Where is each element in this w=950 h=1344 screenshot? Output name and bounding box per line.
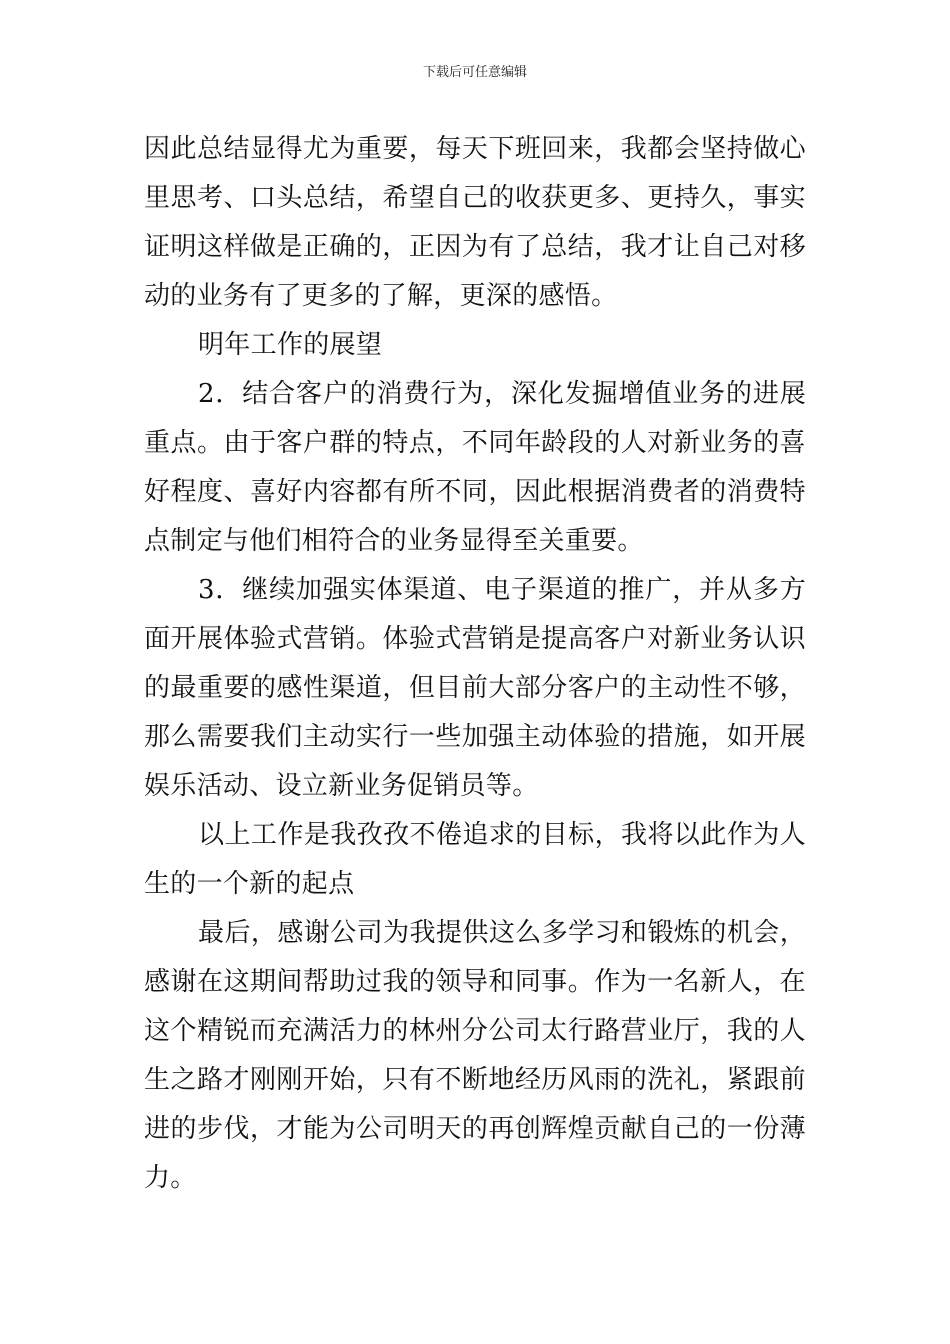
page-header: 下载后可任意编辑 — [422, 65, 527, 80]
document-body — [144, 125, 806, 1203]
paragraph-item-3: 3．继续加强实体渠道、电子渠道的推广，并从多方面开展体验式营销。体验式营销是提高客户对新业务认识的最重要的感性渠道，但目前大部分客户的主动性不够，那么需要我们主动实行一些加强主动体验的措施，如开展娱乐活动、设立新业务促销员等。 — [144, 575, 806, 801]
paragraph-summary-continuation: 因此总结显得尤为重要，每天下班回来，我都会坚持做心里思考、口头总结，希望自己的收获更多、更持久，事实证明这样做是正确的，正因为有了总结，我才让自己对移动的业务有了更多的了解，更深的感悟。 — [144, 134, 806, 311]
paragraph-item-2: 2．结合客户的消费行为，深化发掘增值业务的进展重点。由于客户群的特点，不同年龄段的人对新业务的喜好程度、喜好内容都有所不同，因此根据消费者的消费特点制定与他们相符合的业务显得至关重要。 — [144, 379, 806, 556]
paragraph-goal: 以上工作是我孜孜不倦追求的目标，我将以此作为人生的一个新的起点 — [144, 820, 806, 899]
paragraph-thanks: 最后，感谢公司为我提供这么多学习和锻炼的机会，感谢在这期间帮助过我的领导和同事。作为一名新人，在这个精锐而充满活力的林州分公司太行路营业厅，我的人生之路才刚刚开始，只有不断地经历风雨的洗礼，紧跟前进的步伐，才能为公司明天的再创辉煌贡献自己的一份薄力。 — [144, 918, 806, 1193]
section-heading-next-year-outlook: 明年工作的展望 — [198, 330, 383, 360]
